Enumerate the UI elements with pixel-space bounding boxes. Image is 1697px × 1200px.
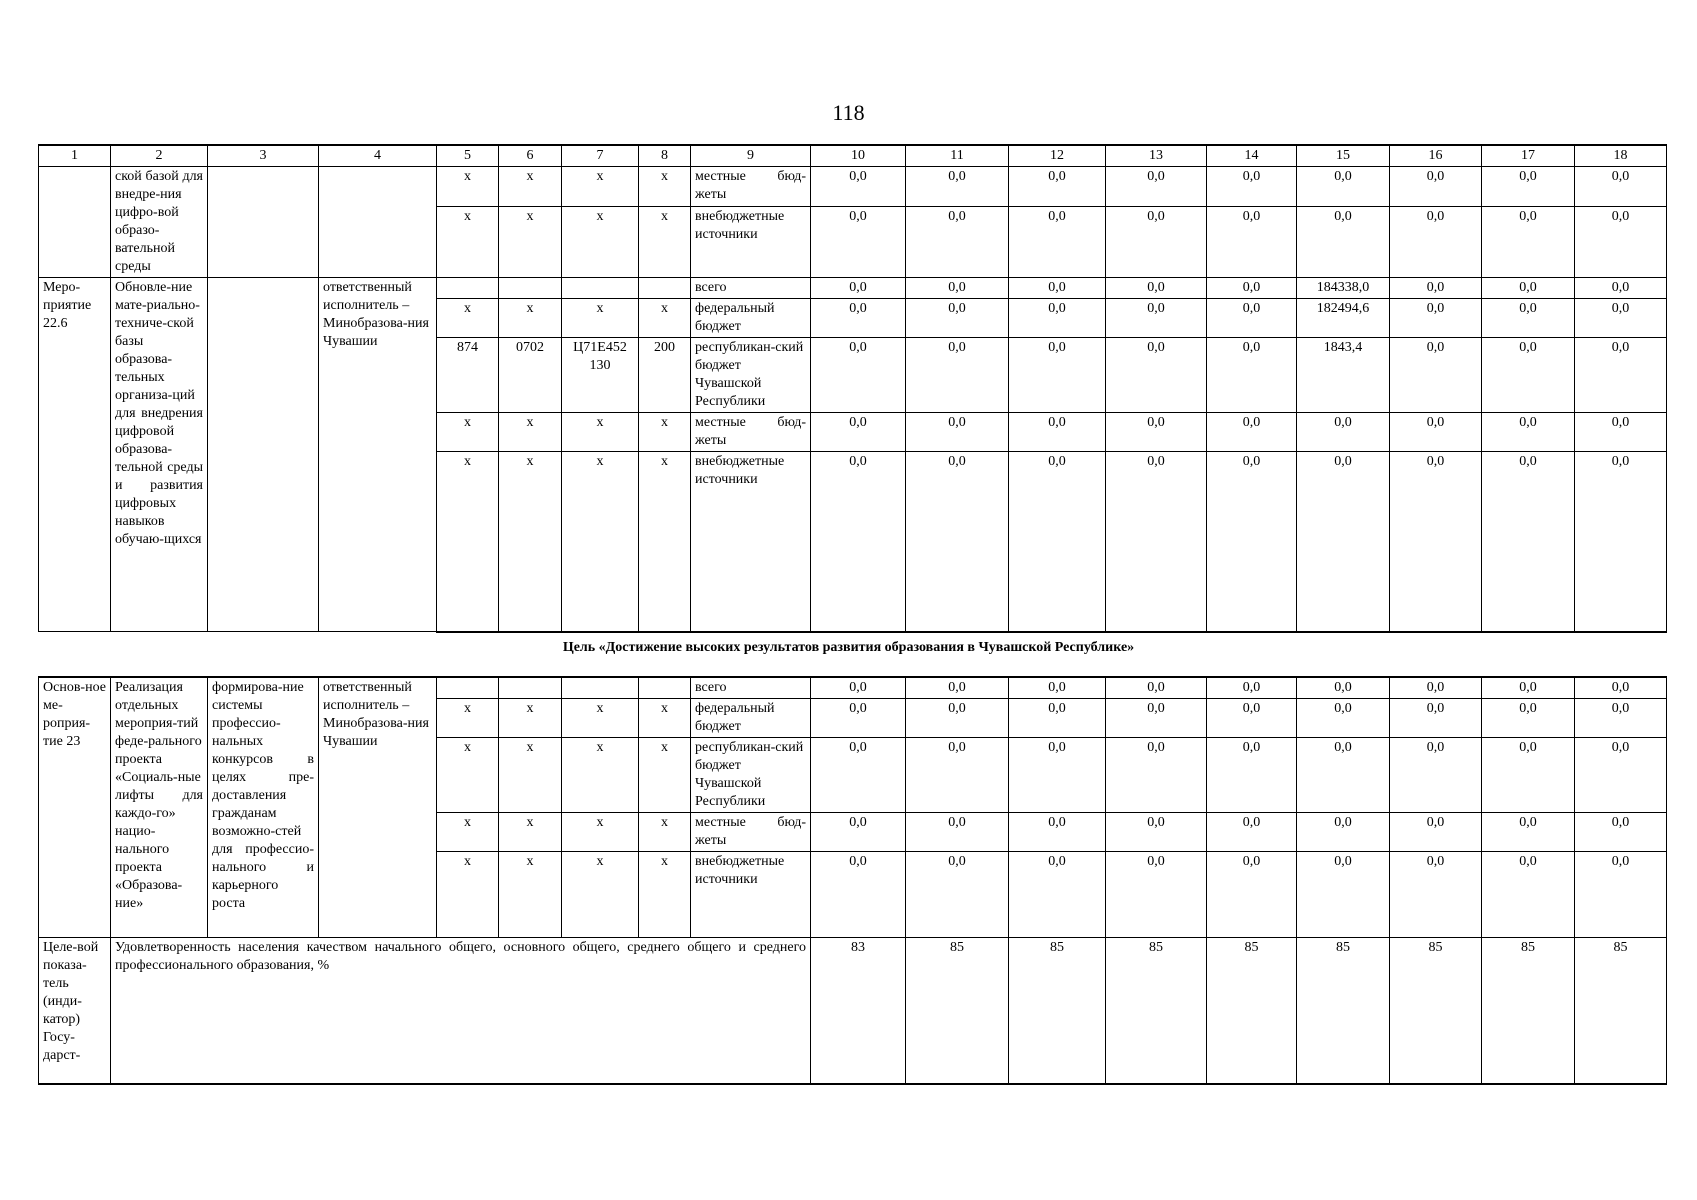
header-col-13: 13 — [1106, 145, 1207, 167]
code-cell-8: x — [639, 299, 691, 338]
value-cell-year-13: 0,0 — [1106, 699, 1207, 738]
value-cell-year-17: 0,0 — [1482, 699, 1575, 738]
code-cell-6: x — [499, 206, 562, 277]
header-col-8: 8 — [639, 145, 691, 167]
value-cell-year-15: 0,0 — [1297, 738, 1390, 813]
indicator-value-year-18: 85 — [1575, 938, 1667, 1084]
code-cell-7: x — [562, 206, 639, 277]
code-cell-7: x — [562, 813, 639, 852]
value-cell-year-10: 0,0 — [811, 813, 906, 852]
value-cell-year-14: 0,0 — [1207, 813, 1297, 852]
funding-source-cell: республикан-ский бюджет Чувашской Республики — [691, 738, 811, 813]
header-col-11: 11 — [906, 145, 1009, 167]
value-cell-year-10: 0,0 — [811, 338, 906, 413]
main-measure-number: Основ-ное ме-роприя-тие 23 — [39, 677, 111, 938]
indicator-value-year-16: 85 — [1390, 938, 1482, 1084]
code-cell-6: x — [499, 852, 562, 938]
main-measure-description: Реализация отдельных мероприя-тий феде-рального проекта «Социаль-ные лифты для каждо-го» нацио-нального проекта «Образова-ние» — [111, 677, 208, 938]
budget-table-lower — [38, 676, 1667, 1085]
code-cell-8 — [639, 677, 691, 699]
value-cell-year-13: 0,0 — [1106, 206, 1207, 277]
responsible-executor: ответственный исполнитель – Минобразова-ния Чувашии — [319, 278, 437, 632]
value-cell-year-12: 0,0 — [1009, 413, 1106, 452]
header-col-9: 9 — [691, 145, 811, 167]
value-cell-year-15: 0,0 — [1297, 813, 1390, 852]
indicator-text: Удовлетворенность населения качеством начального общего, основного общего, среднего общего и среднего профессионального образования, % — [111, 938, 811, 1084]
value-cell-year-15: 0,0 — [1297, 699, 1390, 738]
code-cell-8: 200 — [639, 338, 691, 413]
empty-cell — [39, 167, 111, 278]
code-cell-7: x — [562, 299, 639, 338]
value-cell-year-18: 0,0 — [1575, 167, 1667, 207]
funding-source-cell: внебюджетные источники — [691, 206, 811, 277]
code-cell-5: x — [437, 699, 499, 738]
value-cell-year-18: 0,0 — [1575, 452, 1667, 632]
funding-source-cell: всего — [691, 677, 811, 699]
value-cell-year-17: 0,0 — [1482, 813, 1575, 852]
code-cell-8 — [639, 278, 691, 299]
main-measure-goal: формирова-ние системы профессио-нальных конкурсов в целях пре-доставления гражданам возможно-стей для профессио-нального и карьерного роста — [208, 677, 319, 938]
indicator-value-year-15: 85 — [1297, 938, 1390, 1084]
code-cell-7: x — [562, 699, 639, 738]
value-cell-year-16: 0,0 — [1390, 738, 1482, 813]
header-col-6: 6 — [499, 145, 562, 167]
value-cell-year-15: 0,0 — [1297, 452, 1390, 632]
header-col-4: 4 — [319, 145, 437, 167]
goal-heading: Цель «Достижение высоких результатов развития образования в Чувашской Республике» — [562, 640, 1135, 655]
value-cell-year-15: 182494,6 — [1297, 299, 1390, 338]
code-cell-7: x — [562, 167, 639, 207]
value-cell-year-18: 0,0 — [1575, 413, 1667, 452]
funding-source-cell: внебюджетные источники — [691, 852, 811, 938]
value-cell-year-12: 0,0 — [1009, 167, 1106, 207]
funding-source-cell: местные бюд-жеты — [691, 413, 811, 452]
value-cell-year-11: 0,0 — [906, 167, 1009, 207]
value-cell-year-11: 0,0 — [906, 206, 1009, 277]
funding-source-cell: внебюджетные источники — [691, 452, 811, 632]
code-cell-6: x — [499, 699, 562, 738]
value-cell-year-13: 0,0 — [1106, 813, 1207, 852]
value-cell-year-15: 0,0 — [1297, 167, 1390, 207]
value-cell-year-16: 0,0 — [1390, 167, 1482, 207]
value-cell-year-18: 0,0 — [1575, 338, 1667, 413]
header-col-18: 18 — [1575, 145, 1667, 167]
value-cell-year-14: 0,0 — [1207, 413, 1297, 452]
header-col-1: 1 — [39, 145, 111, 167]
indicator-value-year-13: 85 — [1106, 938, 1207, 1084]
code-cell-8: x — [639, 167, 691, 207]
indicator-value-year-14: 85 — [1207, 938, 1297, 1084]
value-cell-year-18: 0,0 — [1575, 738, 1667, 813]
code-cell-8: x — [639, 413, 691, 452]
header-col-3: 3 — [208, 145, 319, 167]
code-cell-6 — [499, 677, 562, 699]
value-cell-year-11: 0,0 — [906, 278, 1009, 299]
funding-source-cell: всего — [691, 278, 811, 299]
value-cell-year-12: 0,0 — [1009, 677, 1106, 699]
value-cell-year-10: 0,0 — [811, 852, 906, 938]
value-cell-year-13: 0,0 — [1106, 278, 1207, 299]
code-cell-5 — [437, 278, 499, 299]
value-cell-year-13: 0,0 — [1106, 338, 1207, 413]
funding-source-cell: местные бюд-жеты — [691, 167, 811, 207]
indicator-row — [39, 938, 1667, 1084]
measure-description: Обновле-ние мате-риально-техниче-ской базы образова-тельных организа-ций для внедрения цифровой образова-тельной среды и развития цифровых навыков обучаю-щихся — [111, 278, 208, 632]
funding-source-cell: федеральный бюджет — [691, 699, 811, 738]
value-cell-year-18: 0,0 — [1575, 206, 1667, 277]
value-cell-year-14: 0,0 — [1207, 299, 1297, 338]
header-col-16: 16 — [1390, 145, 1482, 167]
header-col-17: 17 — [1482, 145, 1575, 167]
value-cell-year-11: 0,0 — [906, 299, 1009, 338]
value-cell-year-14: 0,0 — [1207, 206, 1297, 277]
value-cell-year-13: 0,0 — [1106, 852, 1207, 938]
value-cell-year-18: 0,0 — [1575, 852, 1667, 938]
value-cell-year-14: 0,0 — [1207, 699, 1297, 738]
table-row — [39, 278, 1667, 299]
value-cell-year-16: 0,0 — [1390, 413, 1482, 452]
value-cell-year-12: 0,0 — [1009, 699, 1106, 738]
value-cell-year-17: 0,0 — [1482, 413, 1575, 452]
code-cell-7: x — [562, 852, 639, 938]
value-cell-year-17: 0,0 — [1482, 278, 1575, 299]
value-cell-year-10: 0,0 — [811, 167, 906, 207]
code-cell-5: 874 — [437, 338, 499, 413]
header-col-5: 5 — [437, 145, 499, 167]
value-cell-year-13: 0,0 — [1106, 452, 1207, 632]
indicator-label: Целе-вой показа-тель (инди-катор) Госу-дарст- — [39, 938, 111, 1084]
code-cell-7 — [562, 278, 639, 299]
value-cell-year-16: 0,0 — [1390, 278, 1482, 299]
value-cell-year-10: 0,0 — [811, 278, 906, 299]
value-cell-year-15: 184338,0 — [1297, 278, 1390, 299]
value-cell-year-17: 0,0 — [1482, 452, 1575, 632]
value-cell-year-11: 0,0 — [906, 452, 1009, 632]
value-cell-year-17: 0,0 — [1482, 852, 1575, 938]
value-cell-year-15: 0,0 — [1297, 852, 1390, 938]
empty-cell — [319, 167, 437, 278]
code-cell-6: x — [499, 413, 562, 452]
value-cell-year-14: 0,0 — [1207, 167, 1297, 207]
value-cell-year-16: 0,0 — [1390, 338, 1482, 413]
code-cell-5: x — [437, 813, 499, 852]
indicator-value-year-11: 85 — [906, 938, 1009, 1084]
value-cell-year-18: 0,0 — [1575, 677, 1667, 699]
value-cell-year-17: 0,0 — [1482, 677, 1575, 699]
code-cell-5: x — [437, 852, 499, 938]
responsible-executor: ответственный исполнитель – Минобразова-ния Чувашии — [319, 677, 437, 938]
value-cell-year-10: 0,0 — [811, 452, 906, 632]
value-cell-year-13: 0,0 — [1106, 299, 1207, 338]
code-cell-6: 0702 — [499, 338, 562, 413]
code-cell-8: x — [639, 852, 691, 938]
value-cell-year-10: 0,0 — [811, 413, 906, 452]
value-cell-year-11: 0,0 — [906, 677, 1009, 699]
value-cell-year-12: 0,0 — [1009, 206, 1106, 277]
value-cell-year-12: 0,0 — [1009, 338, 1106, 413]
code-cell-7: x — [562, 452, 639, 632]
value-cell-year-16: 0,0 — [1390, 699, 1482, 738]
value-cell-year-17: 0,0 — [1482, 206, 1575, 277]
header-col-7: 7 — [562, 145, 639, 167]
code-cell-7: x — [562, 413, 639, 452]
code-cell-5: x — [437, 738, 499, 813]
code-cell-7: x — [562, 738, 639, 813]
measure-number: Меро-приятие 22.6 — [39, 278, 111, 632]
code-cell-5 — [437, 677, 499, 699]
value-cell-year-13: 0,0 — [1106, 167, 1207, 207]
value-cell-year-18: 0,0 — [1575, 699, 1667, 738]
value-cell-year-11: 0,0 — [906, 813, 1009, 852]
code-cell-8: x — [639, 813, 691, 852]
value-cell-year-11: 0,0 — [906, 738, 1009, 813]
value-cell-year-16: 0,0 — [1390, 299, 1482, 338]
value-cell-year-14: 0,0 — [1207, 738, 1297, 813]
page-number: 118 — [832, 100, 865, 125]
value-cell-year-15: 0,0 — [1297, 413, 1390, 452]
header-col-10: 10 — [811, 145, 906, 167]
value-cell-year-11: 0,0 — [906, 413, 1009, 452]
value-cell-year-11: 0,0 — [906, 699, 1009, 738]
empty-cell — [208, 278, 319, 632]
header-col-2: 2 — [111, 145, 208, 167]
value-cell-year-12: 0,0 — [1009, 738, 1106, 813]
indicator-value-year-10: 83 — [811, 938, 906, 1084]
column-number-header — [39, 145, 1667, 167]
value-cell-year-14: 0,0 — [1207, 852, 1297, 938]
value-cell-year-17: 0,0 — [1482, 738, 1575, 813]
value-cell-year-15: 0,0 — [1297, 206, 1390, 277]
code-cell-5: x — [437, 206, 499, 277]
funding-source-cell: местные бюд-жеты — [691, 813, 811, 852]
table-row — [39, 677, 1667, 699]
value-cell-year-18: 0,0 — [1575, 813, 1667, 852]
header-col-12: 12 — [1009, 145, 1106, 167]
code-cell-8: x — [639, 738, 691, 813]
code-cell-6: x — [499, 167, 562, 207]
code-cell-5: x — [437, 167, 499, 207]
value-cell-year-17: 0,0 — [1482, 299, 1575, 338]
code-cell-8: x — [639, 699, 691, 738]
value-cell-year-14: 0,0 — [1207, 278, 1297, 299]
value-cell-year-17: 0,0 — [1482, 167, 1575, 207]
value-cell-year-16: 0,0 — [1390, 677, 1482, 699]
code-cell-8: x — [639, 206, 691, 277]
code-cell-7: Ц71E452 130 — [562, 338, 639, 413]
value-cell-year-16: 0,0 — [1390, 452, 1482, 632]
header-col-15: 15 — [1297, 145, 1390, 167]
table-row — [39, 167, 1667, 207]
value-cell-year-10: 0,0 — [811, 206, 906, 277]
value-cell-year-11: 0,0 — [906, 852, 1009, 938]
code-cell-6: x — [499, 813, 562, 852]
code-cell-6: x — [499, 738, 562, 813]
value-cell-year-13: 0,0 — [1106, 677, 1207, 699]
value-cell-year-13: 0,0 — [1106, 738, 1207, 813]
value-cell-year-12: 0,0 — [1009, 452, 1106, 632]
code-cell-5: x — [437, 452, 499, 632]
funding-source-cell: федеральный бюджет — [691, 299, 811, 338]
value-cell-year-12: 0,0 — [1009, 299, 1106, 338]
value-cell-year-14: 0,0 — [1207, 452, 1297, 632]
value-cell-year-12: 0,0 — [1009, 852, 1106, 938]
value-cell-year-18: 0,0 — [1575, 278, 1667, 299]
value-cell-year-16: 0,0 — [1390, 206, 1482, 277]
value-cell-year-10: 0,0 — [811, 699, 906, 738]
indicator-value-year-17: 85 — [1482, 938, 1575, 1084]
value-cell-year-10: 0,0 — [811, 738, 906, 813]
value-cell-year-13: 0,0 — [1106, 413, 1207, 452]
value-cell-year-15: 1843,4 — [1297, 338, 1390, 413]
code-cell-6 — [499, 278, 562, 299]
code-cell-7 — [562, 677, 639, 699]
value-cell-year-11: 0,0 — [906, 338, 1009, 413]
value-cell-year-17: 0,0 — [1482, 338, 1575, 413]
measure-description-cont: ской базой для внедре-ния цифро-вой образо-вательной среды — [111, 167, 208, 278]
value-cell-year-15: 0,0 — [1297, 677, 1390, 699]
budget-table-upper — [38, 144, 1667, 633]
value-cell-year-14: 0,0 — [1207, 338, 1297, 413]
funding-source-cell: республикан-ский бюджет Чувашской Республики — [691, 338, 811, 413]
value-cell-year-18: 0,0 — [1575, 299, 1667, 338]
header-col-14: 14 — [1207, 145, 1297, 167]
code-cell-8: x — [639, 452, 691, 632]
value-cell-year-16: 0,0 — [1390, 813, 1482, 852]
code-cell-6: x — [499, 452, 562, 632]
indicator-value-year-12: 85 — [1009, 938, 1106, 1084]
value-cell-year-16: 0,0 — [1390, 852, 1482, 938]
empty-cell — [208, 167, 319, 278]
code-cell-5: x — [437, 299, 499, 338]
value-cell-year-10: 0,0 — [811, 677, 906, 699]
value-cell-year-10: 0,0 — [811, 299, 906, 338]
code-cell-5: x — [437, 413, 499, 452]
value-cell-year-12: 0,0 — [1009, 278, 1106, 299]
code-cell-6: x — [499, 299, 562, 338]
value-cell-year-14: 0,0 — [1207, 677, 1297, 699]
value-cell-year-12: 0,0 — [1009, 813, 1106, 852]
